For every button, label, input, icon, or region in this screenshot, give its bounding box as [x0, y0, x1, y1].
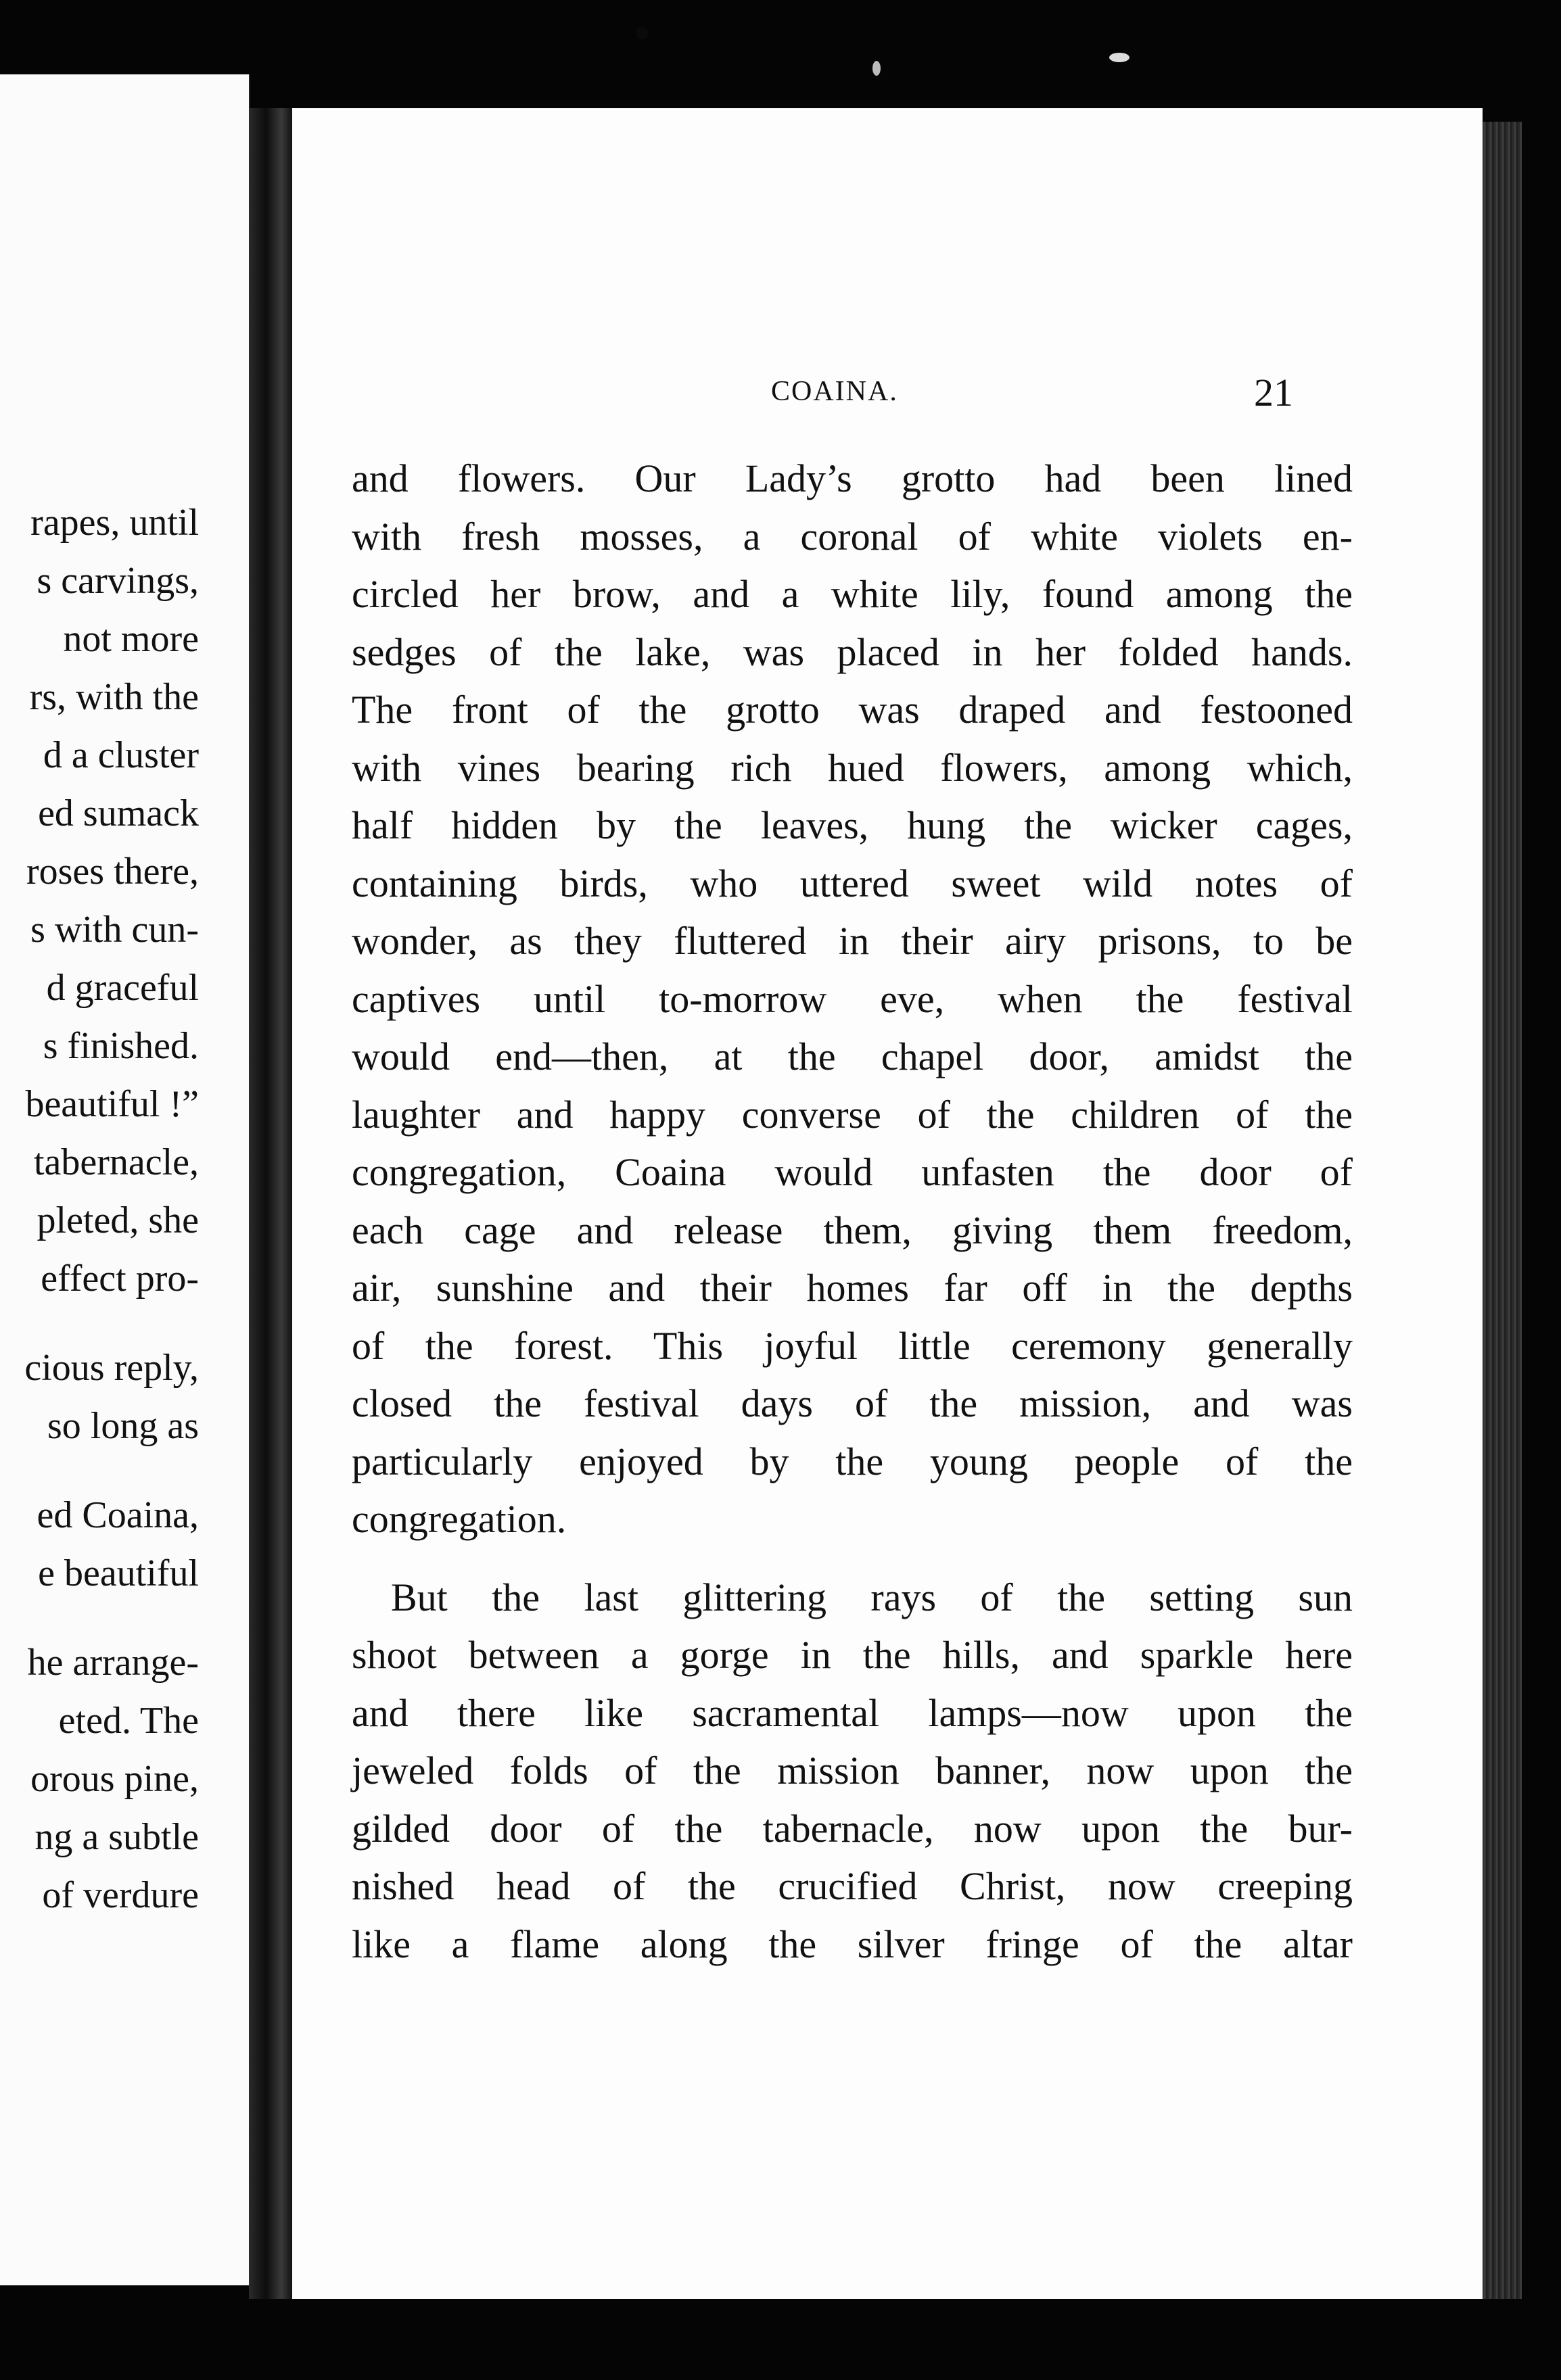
left-page-line: d graceful [46, 967, 199, 1009]
page-edges [1483, 122, 1522, 2299]
left-page-text [24, 494, 199, 1924]
paragraph-gap [352, 1548, 1353, 1569]
scan-speck [872, 61, 881, 76]
left-page-line: s carvings, [37, 560, 199, 602]
text-line: with vines bearing rich hued flowers, among which, [352, 745, 1353, 790]
left-page-line: ng a subtle [34, 1816, 199, 1858]
left-page-line: of verdure [42, 1874, 199, 1916]
scan-speck [636, 27, 648, 39]
text-line: and flowers. Our Lady’s grotto had been lined [352, 456, 1353, 500]
left-page-line: e beautiful [38, 1552, 199, 1594]
left-page-line: ed Coaina, [37, 1494, 199, 1536]
left-page-line: orous pine, [30, 1758, 199, 1800]
text-line: each cage and release them, giving them freedom, [352, 1208, 1353, 1252]
left-page-line: s finished. [43, 1025, 199, 1067]
line-gap [24, 1308, 199, 1339]
text-line: sedges of the lake, was placed in her folded hands. [352, 629, 1353, 674]
line-gap [24, 1455, 199, 1486]
text-line: captives until to-morrow eve, when the festival [352, 976, 1353, 1021]
text-line: would end—then, at the chapel door, amidst the [352, 1034, 1353, 1078]
body-text [352, 450, 1353, 1973]
text-line: jeweled folds of the mission banner, now upon the [352, 1748, 1353, 1792]
text-line: containing birds, who uttered sweet wild notes of [352, 861, 1353, 905]
left-page-line: so long as [47, 1405, 199, 1447]
text-line: shoot between a gorge in the hills, and sparkle here [352, 1633, 1353, 1677]
left-page-line: s with cun- [30, 909, 199, 951]
text-line: and there like sacramental lamps—now upon the [352, 1690, 1353, 1735]
line-gap [24, 1602, 199, 1634]
left-page-line: eted. The [58, 1700, 199, 1742]
left-page-line: pleted, she [37, 1199, 199, 1241]
left-page-line: rs, with the [29, 676, 199, 718]
text-line: wonder, as they fluttered in their airy prisons, to be [352, 919, 1353, 963]
text-line: half hidden by the leaves, hung the wicker cages, [352, 803, 1353, 847]
book-gutter [249, 108, 292, 2299]
left-page [0, 74, 250, 2285]
running-head: COAINA. [771, 376, 898, 407]
text-line: of the forest. This joyful little ceremony generally [352, 1323, 1353, 1368]
left-page-line: effect pro- [41, 1258, 199, 1300]
left-page-line: rapes, until [30, 502, 199, 544]
text-line: particularly enjoyed by the young people of the [352, 1439, 1353, 1483]
text-line: The front of the grotto was draped and festooned [352, 688, 1353, 732]
left-page-line: roses there, [26, 851, 199, 892]
text-line: air, sunshine and their homes far off in the depths [352, 1266, 1353, 1310]
text-line: congregation. [352, 1497, 567, 1541]
left-page-line: cious reply, [24, 1347, 199, 1389]
left-page-line: d a cluster [43, 734, 199, 776]
left-page-line: he arrange- [27, 1642, 199, 1684]
left-page-line: beautiful !” [25, 1083, 199, 1125]
text-line: closed the festival days of the mission, and was [352, 1381, 1353, 1425]
text-line: circled her brow, and a white lily, found among the [352, 572, 1353, 616]
scan-speck [1109, 53, 1129, 62]
page-header [292, 371, 1483, 423]
text-line: nished head of the crucified Christ, now creeping [352, 1864, 1353, 1908]
page-number: 21 [1254, 371, 1293, 414]
text-line: congregation, Coaina would unfasten the door of [352, 1150, 1353, 1194]
right-page [292, 108, 1483, 2299]
text-line: But the last glittering rays of the setting sun [391, 1575, 1353, 1619]
left-page-line: ed sumack [38, 792, 199, 834]
text-line: with fresh mosses, a coronal of white violets en- [352, 514, 1353, 558]
text-line: laughter and happy converse of the children of the [352, 1092, 1353, 1137]
left-page-line: not more [63, 618, 199, 660]
text-line: like a flame along the silver fringe of the altar [352, 1922, 1353, 1966]
left-page-line: tabernacle, [33, 1141, 199, 1183]
text-line: gilded door of the tabernacle, now upon the bur- [352, 1806, 1353, 1851]
